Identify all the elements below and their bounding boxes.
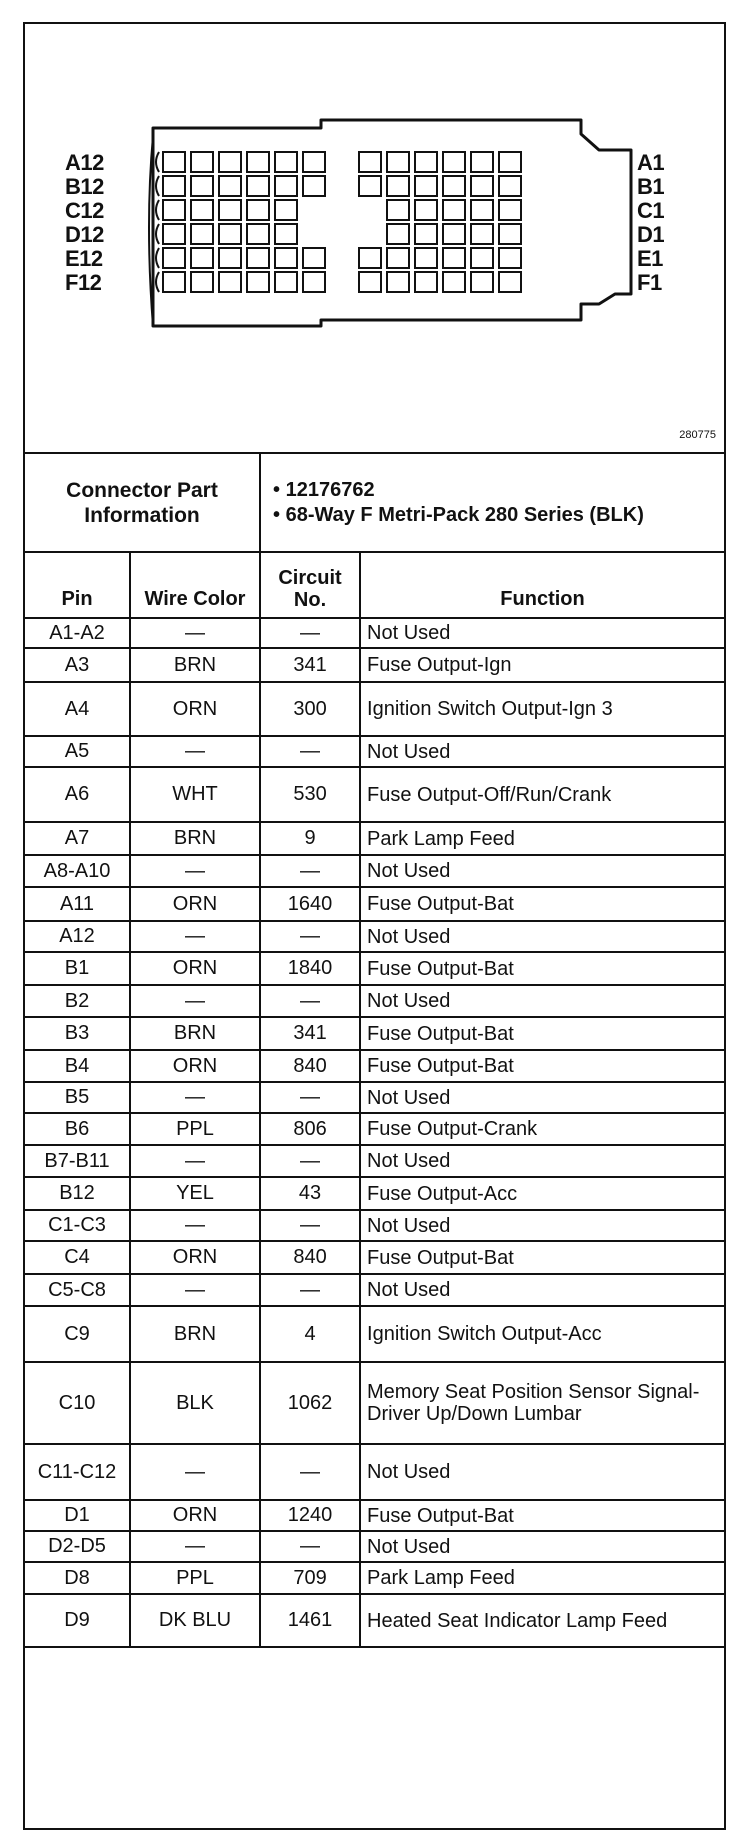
- pin-cavity: [471, 224, 493, 244]
- pin-cavity: [303, 272, 325, 292]
- pin-cavity: [275, 176, 297, 196]
- function-cell: Ignition Switch Output-Ign 3: [360, 682, 724, 736]
- circuit-cell: 1062: [260, 1362, 360, 1444]
- connector-diagram: [25, 24, 724, 454]
- function-cell: Fuse Output-Bat: [360, 1500, 724, 1531]
- pin-cavity: [387, 272, 409, 292]
- circuit-cell: 9: [260, 822, 360, 855]
- pin-cavity: [471, 200, 493, 220]
- pin-cell: D2-D5: [25, 1531, 130, 1562]
- circuit-cell: 43: [260, 1177, 360, 1210]
- pin-cavity: [163, 248, 185, 268]
- circuit-cell: 1840: [260, 952, 360, 985]
- wire-color-cell: PPL: [130, 1562, 260, 1594]
- right-row-label: C1: [637, 198, 665, 223]
- function-cell: Not Used: [360, 1145, 724, 1177]
- function-cell: Fuse Output-Crank: [360, 1113, 724, 1145]
- wire-color-cell: BRN: [130, 822, 260, 855]
- left-row-label: C12: [65, 198, 104, 223]
- table-row: [25, 682, 724, 736]
- pin-cavity: [219, 272, 241, 292]
- wire-color-cell: —: [130, 921, 260, 952]
- right-row-label: B1: [637, 174, 665, 199]
- row-bracket: [156, 224, 159, 244]
- pin-column-header: Pin: [25, 552, 130, 618]
- wire-color-cell: ORN: [130, 682, 260, 736]
- part-description: • 68-Way F Metri-Pack 280 Series (BLK): [273, 503, 644, 526]
- pin-cell: A4: [25, 682, 130, 736]
- pin-cavity: [471, 272, 493, 292]
- function-cell: Memory Seat Position Sensor Signal-Driver Up/Down Lumbar: [360, 1362, 724, 1444]
- pin-cavity: [219, 224, 241, 244]
- wire-color-cell: —: [130, 985, 260, 1017]
- function-cell: Not Used: [360, 985, 724, 1017]
- pin-cavity: [163, 272, 185, 292]
- pin-cavity: [443, 248, 465, 268]
- circuit-cell: —: [260, 1274, 360, 1306]
- table-row: [25, 985, 724, 1017]
- pin-cavity: [415, 176, 437, 196]
- table-row: [25, 921, 724, 952]
- table-row: [25, 855, 724, 887]
- circuit-cell: 1640: [260, 887, 360, 921]
- wire-color-cell: —: [130, 1082, 260, 1113]
- pin-cavity: [163, 176, 185, 196]
- pin-cavity: [415, 272, 437, 292]
- table-row: [25, 952, 724, 985]
- row-bracket: [156, 272, 159, 292]
- function-column-header: Function: [360, 552, 724, 618]
- pin-cavity: [219, 152, 241, 172]
- pinout-sheet: [23, 22, 726, 1830]
- pin-cavity: [499, 224, 521, 244]
- wire-color-cell: ORN: [130, 1050, 260, 1082]
- pin-cavity: [191, 224, 213, 244]
- pin-cavity: [219, 176, 241, 196]
- table-row: [25, 1177, 724, 1210]
- left-row-label: D12: [65, 222, 104, 247]
- function-cell: Not Used: [360, 1082, 724, 1113]
- row-bracket: [156, 248, 159, 268]
- table-row: [25, 1444, 724, 1500]
- wire-color-cell: —: [130, 855, 260, 887]
- wire-color-cell: BRN: [130, 1017, 260, 1050]
- right-row-label: F1: [637, 270, 662, 295]
- pin-cavity: [499, 248, 521, 268]
- pin-cavity: [387, 152, 409, 172]
- pin-cavity: [415, 224, 437, 244]
- pin-cell: B5: [25, 1082, 130, 1113]
- right-row-label: D1: [637, 222, 665, 247]
- wire-color-cell: BRN: [130, 1306, 260, 1362]
- pin-cavity: [359, 176, 381, 196]
- pin-cavity: [191, 248, 213, 268]
- pin-cell: C4: [25, 1241, 130, 1274]
- function-cell: Not Used: [360, 1444, 724, 1500]
- pin-cavity: [471, 152, 493, 172]
- column-header-row: [25, 552, 724, 618]
- connector-face-drawing: [25, 24, 724, 452]
- circuit-cell: 840: [260, 1050, 360, 1082]
- pin-cell: B12: [25, 1177, 130, 1210]
- pin-cavity: [443, 176, 465, 196]
- pin-cavity: [387, 248, 409, 268]
- function-cell: Fuse Output-Acc: [360, 1177, 724, 1210]
- wire-color-cell: —: [130, 1274, 260, 1306]
- table-row: [25, 1145, 724, 1177]
- table-row: [25, 767, 724, 822]
- wire-color-cell: —: [130, 1145, 260, 1177]
- pin-cavity: [191, 272, 213, 292]
- pin-cavity: [415, 200, 437, 220]
- wire-color-cell: —: [130, 1210, 260, 1241]
- diagram-id: 280775: [679, 429, 716, 441]
- function-cell: Fuse Output-Bat: [360, 1050, 724, 1082]
- circuit-cell: —: [260, 1444, 360, 1500]
- row-bracket: [156, 152, 159, 172]
- pinout-table: [25, 452, 724, 1648]
- pin-cavity: [471, 176, 493, 196]
- function-cell: Not Used: [360, 1274, 724, 1306]
- wire-color-cell: PPL: [130, 1113, 260, 1145]
- pin-cell: A7: [25, 822, 130, 855]
- pin-cavity: [219, 248, 241, 268]
- pin-cell: A6: [25, 767, 130, 822]
- circuit-cell: —: [260, 1145, 360, 1177]
- function-cell: Not Used: [360, 921, 724, 952]
- circuit-cell: 530: [260, 767, 360, 822]
- pin-cavity: [275, 272, 297, 292]
- function-cell: Not Used: [360, 736, 724, 767]
- table-row: [25, 1210, 724, 1241]
- table-row: [25, 1362, 724, 1444]
- pin-cavity: [163, 152, 185, 172]
- table-row: [25, 1050, 724, 1082]
- wire-color-column-header: Wire Color: [130, 552, 260, 618]
- pin-cell: B6: [25, 1113, 130, 1145]
- circuit-column-header: Circuit No.: [260, 552, 360, 618]
- pin-cell: C11-C12: [25, 1444, 130, 1500]
- pin-cell: B1: [25, 952, 130, 985]
- pin-cell: A3: [25, 648, 130, 682]
- function-cell: Heated Seat Indicator Lamp Feed: [360, 1594, 724, 1647]
- table-row: [25, 1017, 724, 1050]
- circuit-cell: —: [260, 618, 360, 648]
- table-row: [25, 1594, 724, 1647]
- table-row: [25, 648, 724, 682]
- table-row: [25, 1562, 724, 1594]
- function-cell: Fuse Output-Bat: [360, 1017, 724, 1050]
- circuit-cell: 709: [260, 1562, 360, 1594]
- table-row: [25, 1082, 724, 1113]
- connector-part-label: Connector Part Information: [25, 453, 260, 552]
- function-cell: Ignition Switch Output-Acc: [360, 1306, 724, 1362]
- part-number: • 12176762: [273, 478, 375, 501]
- pin-cavity: [415, 248, 437, 268]
- pin-cavity: [163, 200, 185, 220]
- circuit-cell: 840: [260, 1241, 360, 1274]
- wire-color-cell: BLK: [130, 1362, 260, 1444]
- table-row: [25, 618, 724, 648]
- pin-cavity: [387, 224, 409, 244]
- function-cell: Fuse Output-Bat: [360, 1241, 724, 1274]
- left-row-label: B12: [65, 174, 104, 199]
- function-cell: Fuse Output-Bat: [360, 952, 724, 985]
- pin-cavity: [163, 224, 185, 244]
- pin-cavity: [275, 200, 297, 220]
- row-bracket: [156, 176, 159, 196]
- pin-cell: A8-A10: [25, 855, 130, 887]
- pin-cell: A12: [25, 921, 130, 952]
- pin-cavity: [471, 248, 493, 268]
- left-row-label: E12: [65, 246, 103, 271]
- circuit-cell: —: [260, 921, 360, 952]
- pin-cavity: [499, 272, 521, 292]
- pin-cavity: [499, 200, 521, 220]
- pin-cavity: [247, 200, 269, 220]
- pin-cell: B7-B11: [25, 1145, 130, 1177]
- table-row: [25, 1531, 724, 1562]
- pin-cavity: [247, 272, 269, 292]
- pin-cavity: [499, 176, 521, 196]
- pin-cavity: [275, 248, 297, 268]
- circuit-cell: 4: [260, 1306, 360, 1362]
- wire-color-cell: —: [130, 1444, 260, 1500]
- pin-cavity: [359, 152, 381, 172]
- pin-cell: A1-A2: [25, 618, 130, 648]
- circuit-cell: 1461: [260, 1594, 360, 1647]
- wire-color-cell: ORN: [130, 952, 260, 985]
- circuit-cell: —: [260, 855, 360, 887]
- table-row: [25, 1274, 724, 1306]
- function-cell: Not Used: [360, 618, 724, 648]
- pin-cell: B4: [25, 1050, 130, 1082]
- function-cell: Fuse Output-Off/Run/Crank: [360, 767, 724, 822]
- wire-color-cell: —: [130, 1531, 260, 1562]
- pin-cavity: [275, 224, 297, 244]
- circuit-cell: 300: [260, 682, 360, 736]
- table-row: [25, 887, 724, 921]
- function-cell: Fuse Output-Ign: [360, 648, 724, 682]
- pin-cavity: [247, 176, 269, 196]
- pin-cell: D9: [25, 1594, 130, 1647]
- pin-cell: A11: [25, 887, 130, 921]
- function-cell: Not Used: [360, 1210, 724, 1241]
- connector-part-info: [260, 453, 724, 552]
- pin-cavity: [303, 176, 325, 196]
- pin-cell: C9: [25, 1306, 130, 1362]
- pin-cavity: [247, 248, 269, 268]
- table-row: [25, 736, 724, 767]
- table-row: [25, 1306, 724, 1362]
- pin-cavity: [359, 272, 381, 292]
- function-cell: Not Used: [360, 855, 724, 887]
- wire-color-cell: DK BLU: [130, 1594, 260, 1647]
- connector-info-row: [25, 453, 724, 552]
- right-row-label: A1: [637, 150, 665, 175]
- pin-cavity: [499, 152, 521, 172]
- pin-cell: A5: [25, 736, 130, 767]
- pin-cavity: [443, 200, 465, 220]
- table-row: [25, 1500, 724, 1531]
- circuit-cell: 341: [260, 648, 360, 682]
- pin-cavity: [443, 152, 465, 172]
- pin-cavity: [191, 176, 213, 196]
- wire-color-cell: —: [130, 618, 260, 648]
- pin-cell: D1: [25, 1500, 130, 1531]
- pin-cell: C1-C3: [25, 1210, 130, 1241]
- wire-color-cell: ORN: [130, 1500, 260, 1531]
- pin-cavity: [359, 248, 381, 268]
- circuit-cell: 1240: [260, 1500, 360, 1531]
- circuit-cell: —: [260, 1531, 360, 1562]
- circuit-cell: 341: [260, 1017, 360, 1050]
- right-row-label: E1: [637, 246, 663, 271]
- wire-color-cell: WHT: [130, 767, 260, 822]
- pin-cavity: [275, 152, 297, 172]
- circuit-cell: —: [260, 736, 360, 767]
- pin-cell: C10: [25, 1362, 130, 1444]
- left-row-label: A12: [65, 150, 104, 175]
- left-row-label: F12: [65, 270, 102, 295]
- function-cell: Fuse Output-Bat: [360, 887, 724, 921]
- table-row: [25, 1241, 724, 1274]
- wire-color-cell: ORN: [130, 1241, 260, 1274]
- pin-cavity: [219, 200, 241, 220]
- pin-cell: B2: [25, 985, 130, 1017]
- wire-color-cell: YEL: [130, 1177, 260, 1210]
- pin-cavity: [415, 152, 437, 172]
- pin-cavity: [247, 152, 269, 172]
- pin-cavity: [387, 200, 409, 220]
- table-row: [25, 822, 724, 855]
- circuit-cell: —: [260, 1082, 360, 1113]
- function-cell: Not Used: [360, 1531, 724, 1562]
- pin-cell: B3: [25, 1017, 130, 1050]
- circuit-cell: —: [260, 985, 360, 1017]
- pin-cavity: [247, 224, 269, 244]
- circuit-cell: 806: [260, 1113, 360, 1145]
- pin-cavity: [443, 224, 465, 244]
- pin-cell: C5-C8: [25, 1274, 130, 1306]
- wire-color-cell: BRN: [130, 648, 260, 682]
- pin-cell: D8: [25, 1562, 130, 1594]
- pin-cavity: [443, 272, 465, 292]
- pin-cavity: [191, 152, 213, 172]
- pin-cavity: [191, 200, 213, 220]
- pin-cavity: [303, 248, 325, 268]
- circuit-cell: —: [260, 1210, 360, 1241]
- row-bracket: [156, 200, 159, 220]
- wire-color-cell: ORN: [130, 887, 260, 921]
- pin-cavity: [303, 152, 325, 172]
- function-cell: Park Lamp Feed: [360, 822, 724, 855]
- table-row: [25, 1113, 724, 1145]
- pin-cavity: [387, 176, 409, 196]
- wire-color-cell: —: [130, 736, 260, 767]
- function-cell: Park Lamp Feed: [360, 1562, 724, 1594]
